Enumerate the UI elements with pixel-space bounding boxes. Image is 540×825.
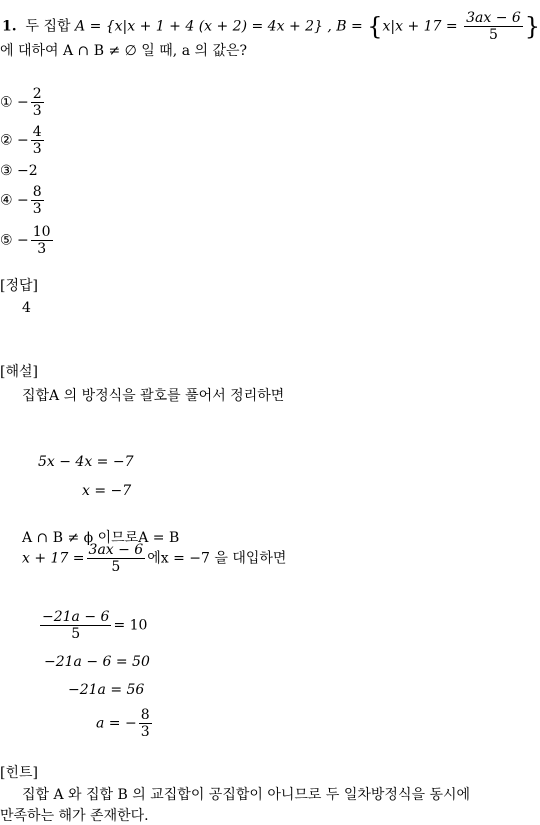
explanation-line-2: A ∩ B ≠ ϕ 이므로A = B: [22, 530, 180, 546]
equation-suffix: 에x = −7 을 대입하면: [147, 550, 287, 567]
fraction-denominator: 3: [32, 141, 42, 158]
choice-sign: −: [17, 232, 29, 249]
fraction-denominator: 5: [87, 558, 146, 575]
brace-open: {: [367, 12, 383, 41]
choice-3: [0, 163, 38, 179]
brace-close: }: [524, 12, 540, 41]
choice-text: −2: [17, 163, 38, 179]
fraction-numerator: 8: [140, 707, 150, 723]
choice-mark: ①: [0, 94, 13, 111]
choice-sign: −: [17, 192, 29, 209]
fraction-numerator: 4: [32, 124, 42, 140]
fraction-numerator: 8: [32, 184, 42, 200]
problem-number: 1.: [2, 18, 17, 35]
fraction-denominator: 5: [464, 26, 523, 43]
fraction-denominator: 3: [32, 103, 42, 120]
answer-label: [정답]: [0, 278, 38, 294]
fraction-numerator: 3ax − 6: [466, 10, 521, 26]
choice-mark: ③: [0, 163, 13, 179]
choice-sign: −: [17, 132, 29, 149]
fraction-denominator: 3: [140, 724, 150, 741]
equation-fraction: [139, 707, 152, 740]
hint-label: [힌트]: [0, 765, 38, 781]
equation-6: [96, 707, 154, 740]
choice-fraction: [31, 124, 44, 157]
choice-sign: −: [17, 94, 29, 111]
explanation-line-3: [22, 542, 286, 575]
problem-question: 에 대하여 A ∩ B ≠ ∅ 일 때, a 의 값은?: [0, 43, 248, 59]
equation-rhs: = 10: [113, 617, 148, 634]
problem-statement: [2, 10, 540, 43]
choice-mark: ④: [0, 192, 13, 209]
equation-3: [38, 609, 147, 642]
equation-5: −21a = 56: [68, 682, 145, 698]
set-a-definition: A = {x|x + 1 + 4 (x + 2) = 4x + 2} ,: [75, 18, 332, 35]
choice-2: [0, 124, 46, 157]
choice-fraction: [31, 86, 44, 119]
hint-line-1: 집합 A 와 집합 B 의 교집합이 공집합이 아니므로 두 일차방정식을 동시에: [22, 787, 471, 803]
explanation-line-1: 집합A 의 방정식을 괄호를 풀어서 정리하면: [22, 388, 285, 404]
fraction-denominator: 3: [32, 201, 42, 218]
choice-4: [0, 184, 46, 217]
choice-5: [0, 224, 55, 257]
choice-1: [0, 86, 46, 119]
equation-prefix: x + 17 =: [22, 550, 85, 567]
set-b-fraction: [464, 10, 523, 43]
equation-fraction: [40, 609, 111, 642]
problem-intro: 두 집합: [25, 18, 71, 35]
choice-fraction: [31, 224, 53, 257]
equation-2: x = −7: [82, 483, 132, 499]
fraction-denominator: 5: [40, 625, 111, 642]
equation-1: 5x − 4x = −7: [38, 454, 134, 470]
choice-mark: ⑤: [0, 232, 13, 249]
equation-4: −21a − 6 = 50: [44, 654, 150, 670]
equation-fraction: [87, 542, 146, 575]
fraction-numerator: 2: [32, 86, 42, 102]
answer-value: 4: [22, 300, 31, 316]
choice-mark: ②: [0, 132, 13, 149]
fraction-numerator: 10: [32, 224, 51, 240]
fraction-denominator: 3: [31, 240, 53, 257]
choice-fraction: [31, 184, 44, 217]
set-b-label: B =: [336, 18, 363, 35]
equation-prefix: a = −: [96, 715, 137, 732]
hint-line-2: 만족하는 해가 존재한다.: [0, 808, 149, 824]
set-b-inner: x|x + 17 =: [382, 18, 458, 35]
fraction-numerator: 3ax − 6: [88, 542, 144, 558]
explanation-label: [해설]: [0, 364, 38, 380]
fraction-numerator: −21a − 6: [42, 609, 110, 625]
